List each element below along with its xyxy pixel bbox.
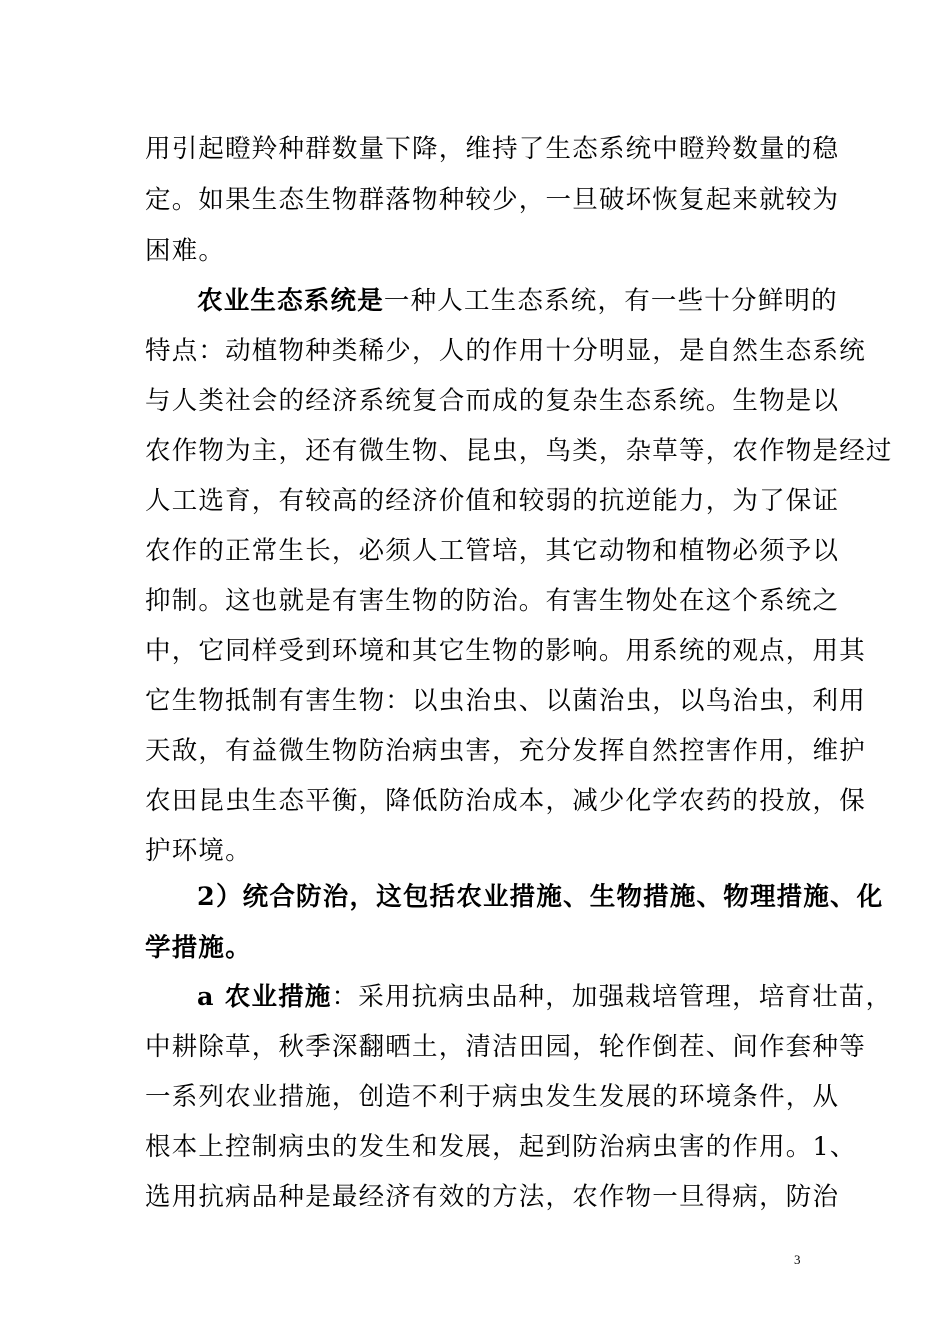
text-line-first bbox=[197, 283, 838, 319]
text-line: 与人类社会的经济系统复合而成的复杂生态系统。生物是以 bbox=[145, 386, 840, 416]
text-line: 特点：动植物种类稀少，人的作用十分明显，是自然生态系统 bbox=[145, 336, 866, 366]
text-line: 农田昆虫生态平衡，降低防治成本，减少化学农药的投放，保 bbox=[145, 786, 866, 816]
text-line: 困难。 bbox=[145, 236, 226, 266]
text-line: 农作的正常生长，必须人工管培，其它动物和植物必须予以 bbox=[145, 536, 840, 566]
bold-term: a 农业措施 bbox=[197, 982, 332, 1012]
text-line: 抑制。这也就是有害生物的防治。有害生物处在这个系统之 bbox=[145, 586, 840, 616]
text-span: 一种人工生态系统，有一些十分鲜明的 bbox=[383, 286, 838, 316]
text-line: 护环境。 bbox=[145, 836, 252, 866]
text-line-first bbox=[197, 979, 892, 1015]
text-line: 中，它同样受到环境和其它生物的影响。用系统的观点，用其 bbox=[145, 636, 866, 666]
page-number: 3 bbox=[794, 1252, 801, 1267]
text-line: 用引起瞪羚种群数量下降，维持了生态系统中瞪羚数量的稳 bbox=[145, 134, 840, 164]
text-line: 选用抗病品种是最经济有效的方法，农作物一旦得病，防治 bbox=[145, 1182, 840, 1212]
text-line: 一系列农业措施，创造不利于病虫发生发展的环境条件，从 bbox=[145, 1082, 840, 1112]
text-line: 中耕除草，秋季深翻晒土，清洁田园，轮作倒茬、间作套种等 bbox=[145, 1032, 866, 1062]
heading-line: 2）统合防治，这包括农业措施、生物措施、物理措施、化 bbox=[197, 882, 884, 912]
heading-line: 学措施。 bbox=[145, 933, 252, 963]
text-line: 根本上控制病虫的发生和发展，起到防治病虫害的作用。1、 bbox=[145, 1132, 857, 1162]
text-line: 定。如果生态生物群落物种较少，一旦破坏恢复起来就较为 bbox=[145, 185, 840, 215]
text-span: ：采用抗病虫品种，加强栽培管理，培育壮苗， bbox=[331, 982, 893, 1012]
text-line: 天敌，有益微生物防治病虫害，充分发挥自然控害作用，维护 bbox=[145, 736, 866, 766]
text-line: 它生物抵制有害生物：以虫治虫、以菌治虫，以鸟治虫，利用 bbox=[145, 686, 866, 716]
bold-term: 农业生态系统是 bbox=[197, 286, 384, 316]
text-line: 人工选育，有较高的经济价值和较弱的抗逆能力，为了保证 bbox=[145, 486, 840, 516]
text-line: 农作物为主，还有微生物、昆虫，鸟类，杂草等，农作物是经过 bbox=[145, 436, 893, 466]
